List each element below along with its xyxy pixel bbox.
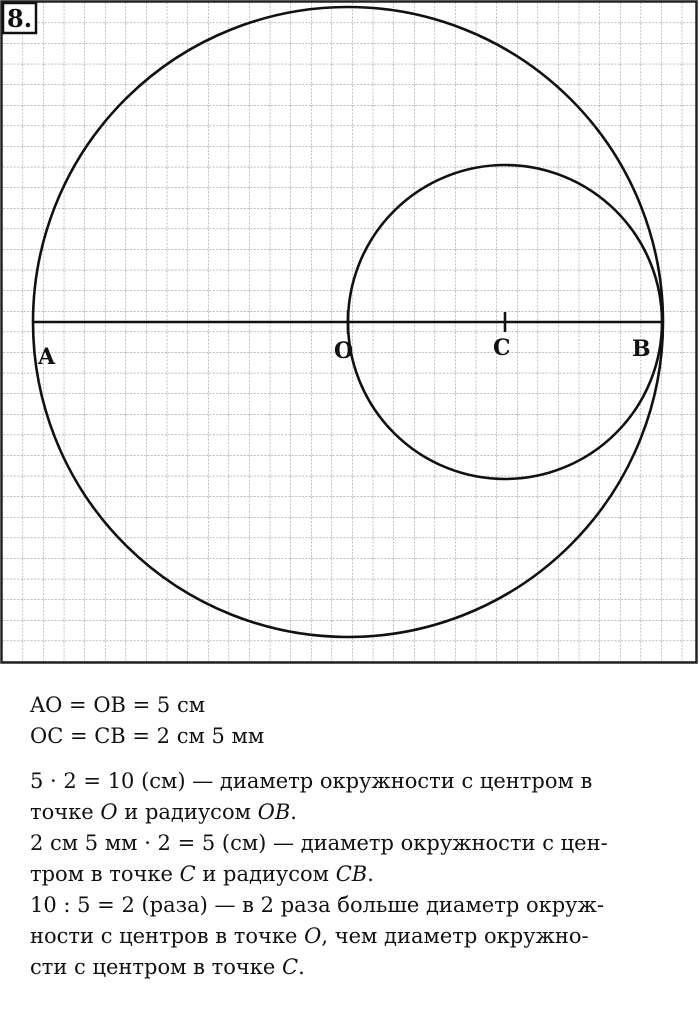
number-box bbox=[3, 3, 36, 33]
given-line-2: OC = CB = 2 см 5 мм bbox=[30, 724, 265, 748]
step3-line-a: 10 : 5 = 2 (раза) — в 2 раза больше диаметр окруж- bbox=[30, 893, 604, 917]
task-number: 8. bbox=[7, 4, 33, 33]
given-line-1: AO = OB = 5 см bbox=[30, 693, 206, 717]
step1-line-b: точке O и радиусом OB. bbox=[30, 800, 297, 824]
step3-line-b: ности с центров в точке O, чем диаметр окружно- bbox=[30, 924, 589, 948]
step3-line-c: сти с центром в точке C. bbox=[30, 955, 305, 979]
solution-text bbox=[30, 690, 680, 983]
step2-line-a: 2 см 5 мм · 2 = 5 (см) — диаметр окружности с цен- bbox=[30, 831, 608, 855]
label-B: B bbox=[632, 336, 651, 362]
step2-line-b: тром в точке C и радиусом CB. bbox=[30, 862, 374, 886]
label-C: C bbox=[493, 335, 511, 361]
step1-line-a: 5 · 2 = 10 (см) — диаметр окружности с центром в bbox=[30, 769, 593, 793]
label-O: O bbox=[334, 338, 354, 364]
label-A: A bbox=[38, 344, 56, 370]
